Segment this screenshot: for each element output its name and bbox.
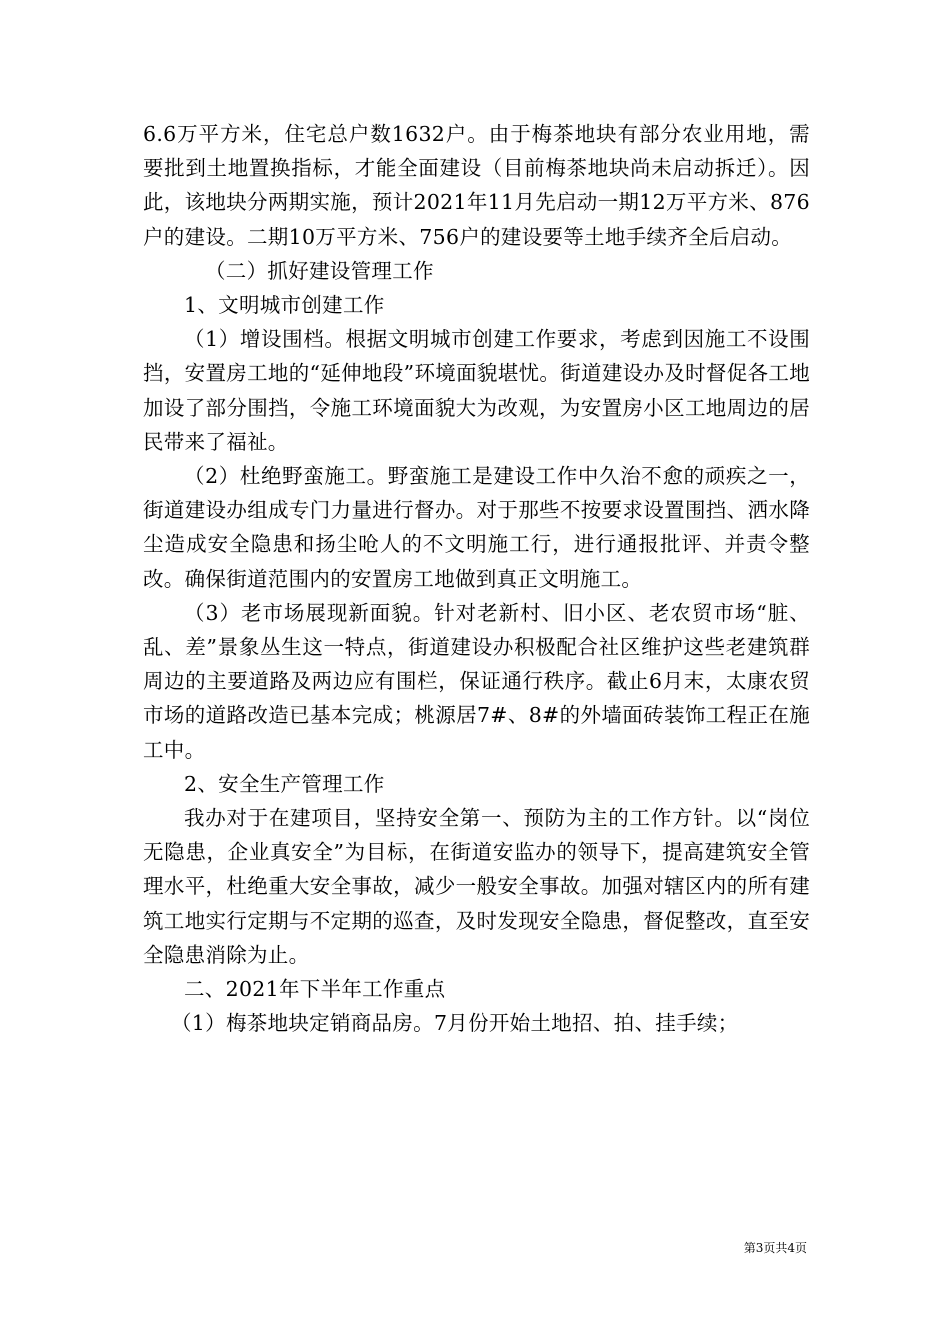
paragraph-enclosure: （1）增设围档。根据文明城市创建工作要求，考虑到因施工不设围挡，安置房工地的“延伸地段”环境面貌堪忧。街道建设办及时督促各工地加设了部分围挡，令施工环境面貌大为改观，为安置房小区工地周边的居民带来了福祉。 — [143, 327, 810, 454]
section-heading-construction-management: （二）抓好建设管理工作 — [205, 258, 434, 283]
paragraph-old-market: （3）老市场展现新面貌。针对老新村、旧小区、老农贸市场“脏、乱、差”景象丛生这一特点，街道建设办积极配合社区维护这些老建筑群周边的主要道路及两边应有围栏，保证通行秩序。截止6月末，太康农贸市场的道路改造已基本完成；桃源居7#、8#的外墙面砖装饰工程正在施工中。 — [143, 600, 810, 762]
subsection-heading-civilized-city: 1、文明城市创建工作 — [184, 293, 385, 318]
paragraph-stop-rough-construction: （2）杜绝野蛮施工。野蛮施工是建设工作中久治不愈的顽疾之一，街道建设办组成专门力量进行督办。对于那些不按要求设置围挡、洒水降尘造成安全隐患和扬尘呛人的不文明施工行，进行通报批评、并责令整改。确保街道范围内的安置房工地做到真正文明施工。 — [143, 464, 810, 591]
paragraph-continuation: 6.6万平方米，住宅总户数1632户。由于梅茶地块有部分农业用地，需要批到土地置换指标，才能全面建设（目前梅茶地块尚未启动拆迁）。因此，该地块分两期实施，预计2021年11月先启动一期12万平方米、876户的建设。二期10万平方米、756户的建设要等土地手续齐全后启动。 — [143, 122, 810, 249]
paragraph-meicha-plot: （1）梅茶地块定销商品房。7月份开始土地招、拍、挂手续； — [171, 1011, 739, 1036]
section-heading-second-half-plan: 二、2021年下半年工作重点 — [184, 977, 446, 1002]
subsection-heading-safety: 2、安全生产管理工作 — [184, 771, 385, 796]
document-body — [143, 117, 810, 1040]
paragraph-safety-policy: 我办对于在建项目，坚持安全第一、预防为主的工作方针。以“岗位无隐患，企业真安全”为目标，在街道安监办的领导下，提高建筑安全管理水平，杜绝重大安全事故，减少一般安全事故。加强对辖区内的所有建筑工地实行定期与不定期的巡查，及时发现安全隐患，督促整改，直至安全隐患消除为止。 — [143, 806, 810, 967]
page-number: 第3页共4页 — [743, 1241, 807, 1255]
